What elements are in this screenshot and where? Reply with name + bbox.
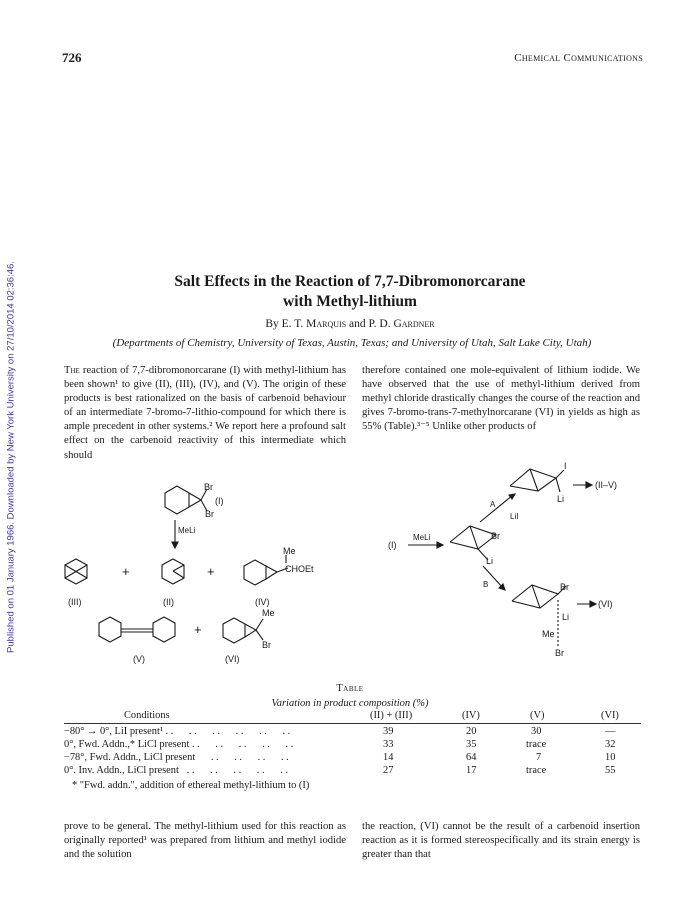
table-rule — [64, 723, 641, 724]
plus-2: + — [207, 564, 215, 579]
arrow-head — [590, 601, 596, 607]
table-header-II-III: (II) + (III) — [370, 710, 413, 721]
table-row-2-V: trace — [526, 739, 547, 750]
bottom-col1-paragraph: prove to be general. The methyl-lithium used for this reaction as originally reported¹ was prepared from lithium and methyl iodide and the solution — [64, 821, 346, 861]
label-li-2: Li — [557, 494, 565, 504]
table-header-IV: (IV) — [462, 710, 480, 721]
label-br-3: Br — [262, 640, 271, 650]
table-row-2-conditions: 0°, Fwd. Addn.,* LiCl present . . . . . . . . . . — [64, 739, 294, 750]
table-row-4-IV: 17 — [466, 765, 477, 776]
table-row-3-IV: 64 — [466, 752, 477, 763]
author-1: E. T. Marquis — [281, 318, 347, 330]
label-br-6: Br — [555, 648, 564, 658]
table-row-3-V: 7 — [536, 752, 542, 763]
arrow-head — [437, 542, 443, 548]
compound-I-structure — [165, 486, 207, 514]
methyl-intermediate-structure — [512, 585, 566, 646]
table-row-4-II-III: 27 — [383, 765, 394, 776]
table-header-V: (V) — [530, 710, 545, 721]
article-title-line-2: with Methyl-lithium — [283, 293, 417, 310]
label-br-1: Br — [204, 482, 213, 492]
compound-V-structure — [99, 617, 175, 642]
arrow-head — [172, 542, 178, 548]
label-me-3: Me — [542, 629, 555, 639]
table-row-2-IV: 35 — [466, 739, 477, 750]
label-br-4: Br — [491, 531, 500, 541]
iodo-intermediate-structure — [510, 469, 564, 492]
label-li-1: Li — [486, 556, 494, 566]
label-compound-II: (II) — [163, 597, 174, 607]
arrow-head — [509, 494, 515, 499]
author-2: P. D. Gardner — [368, 318, 435, 330]
col2-paragraph: therefore contained one mole-equivalent of lithium iodide. We have observed that the use of methyl-lithium derived from methyl chloride drastically changes the course of the reaction and gives 7-bromo-trans-7-methylnorcarane (VI) in yields as high as 55% (Table).³⁻⁵ Unlike other products of — [362, 365, 640, 433]
label-products-II-V: (II–V) — [595, 480, 618, 490]
table-title: Table — [336, 683, 364, 694]
download-note: Published on 01 January 1966. Downloaded by New York University on 27/10/2014 02:36:46. — [5, 260, 17, 653]
affiliation: (Departments of Chemistry, University of Texas, Austin, Texas; and University of Utah, Salt Lake City, Utah) — [112, 337, 592, 349]
byline-and: and — [349, 318, 366, 330]
page-number: 726 — [62, 50, 82, 65]
table-row-1-VI: — — [605, 726, 616, 737]
compound-II-structure — [162, 559, 184, 584]
table-row-1-IV: 20 — [466, 726, 477, 737]
label-br-5: Br — [560, 582, 569, 592]
lead-word: The — [64, 365, 80, 376]
table-row-3-VI: 10 — [605, 752, 616, 763]
label-br-2: Br — [205, 509, 214, 519]
label-lii: LiI — [510, 512, 519, 521]
body-column-1-bottom — [64, 820, 346, 862]
label-compound-V: (V) — [133, 654, 145, 664]
label-me-1: Me — [283, 546, 296, 556]
label-me-2: Me — [262, 608, 275, 618]
label-compound-III: (III) — [68, 597, 82, 607]
table-row-4-V: trace — [526, 765, 547, 776]
col1-paragraph: reaction of 7,7-dibromonorcarane (I) with methyl-lithium has been shown¹ to give (II), (III), (IV), and (V). The origin of these products is best rationalized on the basis of carbenoid behaviour of an intermediate 7-bromo-7-lithio-compound for which there is ample precedent in other systems.² We report here a profound salt effect on the carbenoid reactivity of this intermediate which should — [64, 365, 346, 461]
table-header-conditions: Conditions — [124, 710, 170, 721]
table-row-3-conditions: −78°, Fwd. Addn., LiCl present . . . . . . . . — [64, 752, 289, 763]
label-compound-I: (I) — [215, 496, 224, 506]
label-meli-2: MeLi — [413, 533, 431, 542]
byline-by: By — [265, 318, 279, 330]
table-caption: Variation in product composition (%) — [271, 698, 429, 709]
label-i: I — [564, 461, 567, 471]
table-header-VI: (VI) — [601, 710, 619, 721]
arrow-head — [586, 482, 592, 488]
label-compound-IV: (IV) — [255, 597, 270, 607]
table-row-1-conditions: −80° → 0°, LiI present¹ . . . . . . . . . . . . — [64, 726, 291, 737]
label-path-b: B — [483, 580, 489, 589]
table-row-1-V: 30 — [531, 726, 542, 737]
table-footnote: * "Fwd. addn.", addition of ethereal methyl-lithium to (I) — [72, 780, 310, 791]
article-title-line-1: Salt Effects in the Reaction of 7,7-Dibromonorcarane — [174, 273, 526, 290]
table-row-3-II-III: 14 — [383, 752, 394, 763]
label-compound-VI-right: (VI) — [598, 599, 613, 609]
label-li-3: Li — [562, 612, 570, 622]
table-row-1-II-III: 39 — [383, 726, 394, 737]
intermediate-structure — [450, 526, 496, 560]
table-row-2-VI: 32 — [605, 739, 616, 750]
compound-VI-structure — [223, 618, 263, 643]
compound-IV-structure — [244, 555, 288, 585]
plus-3: + — [194, 622, 202, 637]
plus-1: + — [122, 564, 130, 579]
table-row-4-VI: 55 — [605, 765, 616, 776]
label-compound-I-right: (I) — [388, 540, 397, 550]
bottom-col2-paragraph: the reaction, (VI) cannot be the result of a carbenoid insertion reaction as it is formed stereospecifically and its strain energy is greater than that — [362, 821, 640, 861]
label-path-a: A — [490, 500, 496, 509]
compound-III-structure — [65, 559, 87, 584]
label-compound-VI-left: (VI) — [225, 654, 240, 664]
label-choet: CHOEt — [285, 564, 314, 574]
body-column-2-bottom — [362, 820, 640, 862]
label-meli-1: MeLi — [178, 526, 196, 535]
arrow-path-a — [480, 495, 513, 522]
table-row-2-II-III: 33 — [383, 739, 394, 750]
table-row-4-conditions: 0°. Inv. Addn., LiCl present . . . . . . . . . . — [64, 765, 288, 776]
journal-name: Chemical Communications — [514, 52, 643, 64]
